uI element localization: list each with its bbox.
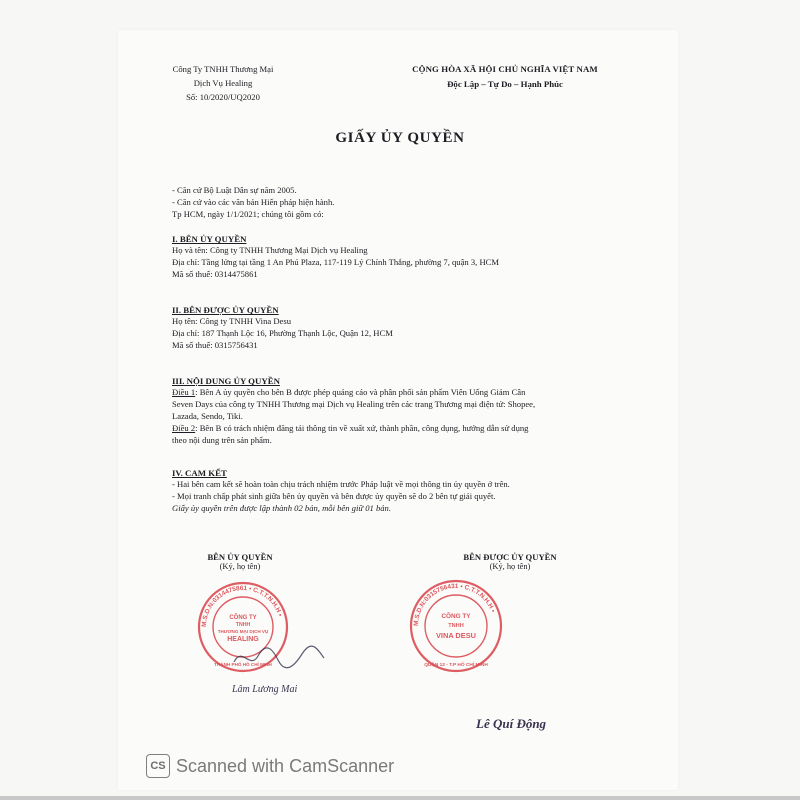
grantee-company-stamp bbox=[408, 578, 504, 674]
document-title: GIẤY ỦY QUYỀN bbox=[335, 130, 465, 146]
grantor-address: Địa chỉ: Tầng lửng tại tầng 1 An Phú Plaza, 117-119 Lý Chính Thắng, phường 7, quận 3, HCM bbox=[172, 257, 500, 267]
section-heading: IV. CAM KẾT bbox=[172, 468, 227, 478]
preamble-line: - Căn cứ vào các văn bản Hiến pháp hiện hành. bbox=[172, 197, 335, 207]
grantee-signature-block bbox=[440, 552, 580, 571]
article-1-label: Điều 1 bbox=[172, 387, 196, 397]
grantor-stamp-ring-text: M.S.D.N:0314475861 • C.T.T.N.H.H • bbox=[200, 584, 284, 628]
svg-text:HEALING: HEALING bbox=[227, 636, 259, 643]
bottom-edge bbox=[0, 796, 800, 800]
grantee-tax-code: Mã số thuế: 0315756431 bbox=[172, 340, 258, 350]
company-name-line1: Công Ty TNHH Thương Mại bbox=[172, 64, 274, 74]
closing-note: Giấy ủy quyền trên được lập thành 02 bản, mỗi bên giữ 01 bản. bbox=[172, 503, 391, 513]
svg-text:CÔNG TY: CÔNG TY bbox=[229, 615, 257, 621]
grantor-name: Họ và tên: Công ty TNHH Thương Mại Dịch vụ Healing bbox=[172, 245, 368, 255]
section-heading: II. BÊN ĐƯỢC ỦY QUYỀN bbox=[172, 305, 279, 315]
svg-text:QUẬN 12 - T.P HỒ CHÍ MINH: QUẬN 12 - T.P HỒ CHÍ MINH bbox=[424, 663, 488, 668]
article-2-line: theo nội dung trên sản phẩm. bbox=[172, 435, 272, 445]
camscanner-logo: CS bbox=[146, 754, 170, 778]
document-number: Số: 10/2020/UQ2020 bbox=[186, 92, 260, 102]
grantor-signer-name: Lâm Lương Mai bbox=[232, 684, 298, 695]
svg-text:VINA DESU: VINA DESU bbox=[436, 631, 476, 640]
svg-text:THÀNH PHỐ HỒ CHÍ MINH: THÀNH PHỐ HỒ CHÍ MINH bbox=[214, 662, 272, 667]
grantor-handwritten-signature bbox=[228, 640, 328, 680]
company-name-line2: Dịch Vụ Healing bbox=[193, 78, 253, 88]
preamble-line: - Căn cứ Bộ Luật Dân sự năm 2005. bbox=[172, 185, 297, 195]
section-grantor bbox=[172, 234, 499, 280]
svg-text:TNHH: TNHH bbox=[235, 622, 251, 628]
article-1-line: Lazada, Sendo, Tiki. bbox=[172, 411, 243, 421]
preamble-line: Tp HCM, ngày 1/1/2021; chúng tôi gồm có: bbox=[172, 209, 324, 219]
grantee-stamp-ring-text: M.S.D.N:0315756431 • C.T.T.N.H.H • bbox=[412, 582, 497, 627]
grantee-signature-heading: BÊN ĐƯỢC ỦY QUYỀN bbox=[463, 552, 557, 562]
section-heading: III. NỘI DUNG ỦY QUYỀN bbox=[172, 376, 280, 386]
national-header bbox=[370, 62, 640, 92]
svg-text:CÔNG TY: CÔNG TY bbox=[441, 613, 471, 620]
article-1-line: Seven Days của công ty TNHH Thương mại Dịch vụ Healing trên các trang Thương mại điện tử: Shopee, bbox=[172, 399, 536, 409]
nation-name: CỘNG HÒA XÃ HỘI CHỦ NGHĨA VIỆT NAM bbox=[412, 64, 598, 74]
section-content bbox=[172, 376, 535, 446]
grantee-signature-sub: (Ký, họ tên) bbox=[489, 562, 531, 571]
national-motto: Độc Lập – Tự Do – Hạnh Phúc bbox=[447, 79, 563, 89]
grantor-tax-code: Mã số thuế: 0314475861 bbox=[172, 269, 258, 279]
grantee-address: Địa chỉ: 187 Thạnh Lộc 16, Phường Thạnh Lộc, Quận 12, HCM bbox=[172, 328, 393, 338]
grantor-signature-block bbox=[170, 552, 310, 571]
grantor-signature-sub: (Ký, họ tên) bbox=[219, 562, 261, 571]
grantee-signer-name: Lê Quí Động bbox=[476, 716, 547, 731]
commitment-line: - Hai bên cam kết sẽ hoàn toàn chịu trách nhiệm trước Pháp luật về mọi thông tin ủy quyền ở trên. bbox=[172, 479, 510, 489]
preamble bbox=[172, 184, 334, 220]
article-2-label: Điều 2 bbox=[172, 423, 196, 433]
svg-text:THƯƠNG MẠI DỊCH VỤ: THƯƠNG MẠI DỊCH VỤ bbox=[217, 629, 269, 634]
section-commitment bbox=[172, 468, 510, 514]
grantor-signature-heading: BÊN ỦY QUYỀN bbox=[207, 552, 273, 562]
commitment-line: - Mọi tranh chấp phát sinh giữa bên ủy quyền và bên được ủy quyền sẽ do 2 bên tự giải quyết. bbox=[172, 491, 496, 501]
section-grantee bbox=[172, 305, 393, 351]
scanner-watermark-text: Scanned with CamScanner bbox=[176, 756, 395, 776]
company-header bbox=[158, 62, 288, 104]
article-2-line: Điều 2: Bên B có trách nhiệm đăng tải thông tin về xuất xứ, thành phần, công dụng, hướng dẫn sử dụng bbox=[172, 423, 529, 433]
section-heading: I. BÊN ỦY QUYỀN bbox=[172, 234, 247, 244]
svg-text:TNHH: TNHH bbox=[448, 623, 464, 629]
grantee-name: Họ tên: Công ty TNHH Vina Desu bbox=[172, 316, 291, 326]
article-1-line: Điều 1: Bên A ủy quyền cho bên B được phép quảng cáo và phân phối sản phẩm Viên Uống Giảm Cân bbox=[172, 387, 526, 397]
